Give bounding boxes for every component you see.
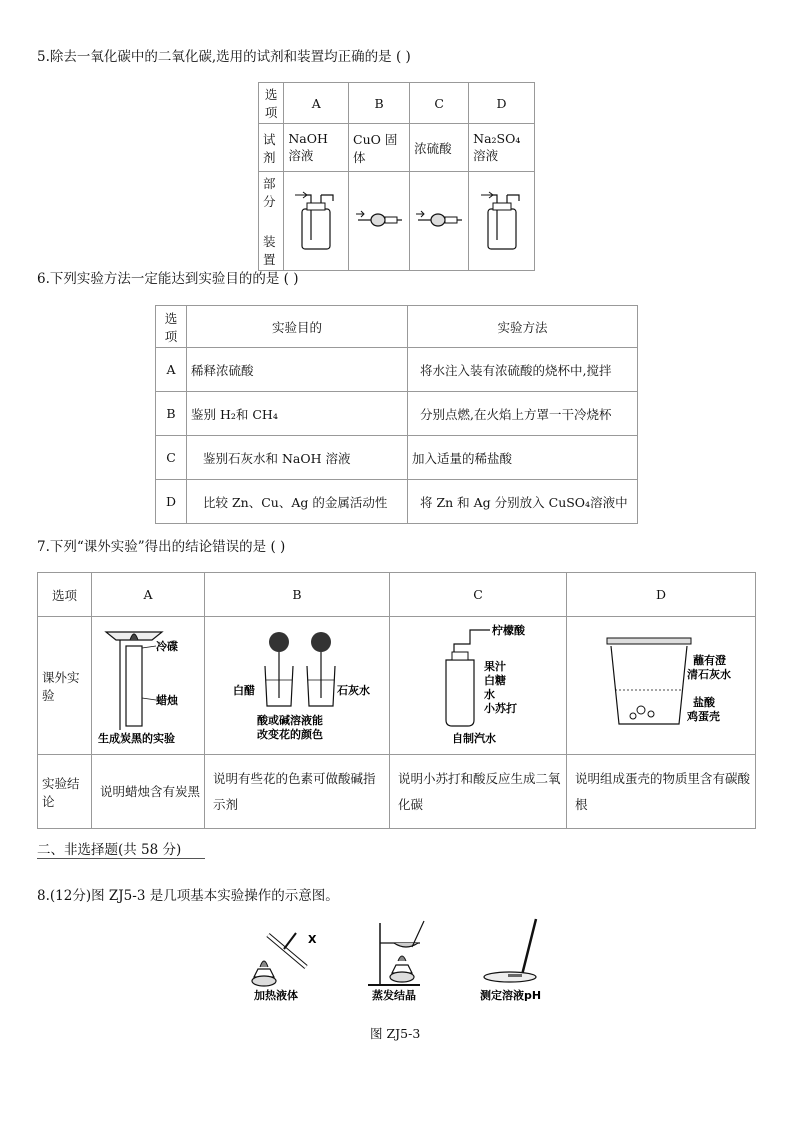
label-candle: 蜡烛: [156, 694, 178, 707]
flame-icon: [260, 961, 268, 967]
q6-stem: 6.下列实验方法一定能达到实验目的的是 ( ): [37, 271, 299, 287]
label-x: X: [308, 933, 317, 946]
glass-rod-icon: [522, 919, 536, 975]
flame-icon: [398, 956, 406, 961]
gas-washing-bottle-icon: [477, 185, 527, 255]
q7-conclusion-b: 说明有些花的色素可做酸碱指示剂: [205, 755, 390, 829]
q6-row-c-option: C: [156, 436, 187, 480]
q6-row-a-goal: 稀释浓硫酸: [187, 348, 408, 392]
q6-row-a-option: A: [156, 348, 187, 392]
gas-washing-bottle-icon: [291, 185, 341, 255]
q6-header-goal: 实验目的: [187, 306, 408, 348]
caption-ph-test: 测定溶液pH: [480, 989, 542, 1002]
q5-reagent-c: 浓硫酸: [410, 124, 469, 172]
q5-device-b: [349, 172, 410, 271]
q5-table: [258, 82, 535, 271]
q7-header-c: C: [390, 573, 567, 617]
figure-caption: 图 ZJ5-3: [370, 1026, 421, 1041]
q6-row-b-method: 分别点燃,在火焰上方罩一干冷烧杯: [408, 392, 638, 436]
candle-icon: [126, 646, 142, 726]
section-heading: 二、非选择题(共 58 分): [37, 838, 205, 859]
q5-reagent-d: Na₂SO₄溶液: [469, 124, 535, 172]
q7-conclusion-d: 说明组成蛋壳的物质里含有碳酸根: [567, 755, 756, 829]
q6-row-c-method: 加入适量的稀盐酸: [408, 436, 638, 480]
q5-device-label-1: 部分: [263, 176, 276, 209]
homemade-soda-figure: [394, 620, 562, 748]
q7-conclusion-c: 说明小苏打和酸反应生成二氧化碳: [390, 755, 567, 829]
flower-icon: [269, 632, 289, 652]
label-vinegar: 白醋: [233, 684, 255, 697]
q6-row-a-method: 将水注入装有浓硫酸的烧杯中,搅拌: [408, 348, 638, 392]
evaporation-figure: [368, 921, 424, 1002]
q5-header-d: D: [469, 83, 535, 124]
label-sugar: 白糖: [484, 674, 506, 687]
q6-header-option: 选项: [156, 306, 187, 348]
q8-stem: 8.(12分)图 ZJ5-3 是几项基本实验操作的示意图。: [37, 888, 339, 904]
label-d-1: 蘸有澄: [693, 654, 726, 667]
q5-header-option: 选项: [259, 83, 284, 124]
q6-row-c-goal: 鉴别石灰水和 NaOH 溶液: [187, 436, 408, 480]
test-tube-holder-icon: [284, 933, 296, 949]
q7-concl-label: 实验结论: [38, 755, 92, 829]
q7-fig-d: [567, 617, 756, 755]
heating-liquid-figure: [252, 933, 317, 1002]
label-eggshell: 鸡蛋壳: [687, 710, 720, 723]
bottle-icon: [446, 660, 474, 726]
q7-fig-a: [92, 617, 205, 755]
q7-header-a: A: [92, 573, 205, 617]
label-citric-acid: 柠檬酸: [492, 624, 525, 637]
label-water: 水: [484, 688, 495, 701]
flower-indicator-figure: [209, 620, 385, 748]
flower-icon: [311, 632, 331, 652]
q7-exp-label: 课外实验: [38, 617, 92, 755]
q5-device-d: [469, 172, 535, 271]
ph-test-figure: [480, 919, 541, 1002]
q7-header-d: D: [567, 573, 756, 617]
q6-row-d-option: D: [156, 480, 187, 524]
q6-header-method: 实验方法: [408, 306, 638, 348]
q6-row-b-goal: 鉴别 H₂和 CH₄: [187, 392, 408, 436]
caption-homemade-soda: 自制汽水: [452, 732, 496, 745]
label-d-2: 清石灰水: [687, 668, 731, 681]
q5-reagent-label: 试剂: [259, 124, 284, 172]
q7-stem: 7.下列“课外实验”得出的结论错误的是 ( ): [37, 539, 286, 555]
q7-table: [37, 572, 756, 829]
q6-row-d-goal: 比较 Zn、Cu、Ag 的金属活动性: [187, 480, 408, 524]
q5-header-a: A: [284, 83, 349, 124]
candle-soot-figure: [96, 620, 200, 748]
drying-tube-icon: [414, 200, 464, 240]
q5-reagent-b: CuO 固体: [349, 124, 410, 172]
caption-b-2: 改变花的颜色: [257, 728, 323, 741]
q7-header-option: 选项: [38, 573, 92, 617]
label-baking-soda: 小苏打: [484, 702, 517, 715]
caption-evaporation: 蒸发结晶: [372, 989, 416, 1002]
q5-reagent-a: NaOH 溶液: [284, 124, 349, 172]
caption-soot-experiment: 生成炭黑的实验: [98, 732, 175, 745]
evaporating-dish-icon: [394, 943, 418, 947]
label-juice: 果汁: [484, 660, 506, 673]
q6-row-b-option: B: [156, 392, 187, 436]
drying-tube-icon: [354, 200, 404, 240]
q7-fig-c: [390, 617, 567, 755]
q7-header-b: B: [205, 573, 390, 617]
q5-device-label-2: 装置: [263, 234, 276, 267]
eggshell-acid-figure: [571, 620, 751, 748]
glass-plate-icon: [607, 638, 691, 644]
q5-device-c: [410, 172, 469, 271]
label-cold-dish: 冷碟: [156, 640, 178, 653]
q5-header-b: B: [349, 83, 410, 124]
q7-conclusion-a: 说明蜡烛含有炭黑: [92, 755, 205, 829]
caption-heating-liquid: 加热液体: [254, 989, 298, 1002]
q6-row-d-method: 将 Zn 和 Ag 分别放入 CuSO₄溶液中: [408, 480, 638, 524]
label-hydrochloric-acid: 盐酸: [693, 696, 715, 709]
q8-figure: [240, 915, 560, 1010]
q5-header-c: C: [410, 83, 469, 124]
caption-b-1: 酸或碱溶液能: [257, 714, 323, 727]
label-limewater: 石灰水: [337, 684, 370, 697]
q5-stem: 5.除去一氧化碳中的二氧化碳,选用的试剂和装置均正确的是 ( ): [37, 49, 411, 65]
q5-device-a: [284, 172, 349, 271]
q7-fig-b: [205, 617, 390, 755]
q6-table: [155, 305, 638, 524]
q5-device-label: [259, 172, 284, 271]
